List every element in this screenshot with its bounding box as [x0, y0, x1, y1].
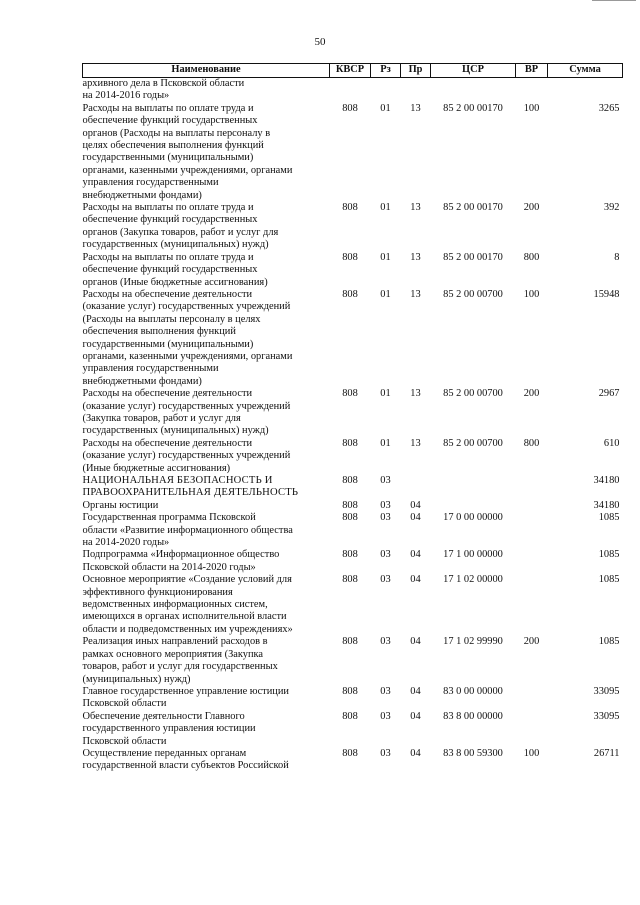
row-pr: 04	[410, 710, 421, 722]
row-name-line: органами, казенными учреждениями, органами	[82, 350, 293, 362]
row-name-line: государственными (муниципальными)	[82, 338, 254, 350]
row-rz: 01	[380, 102, 391, 114]
row-name-line: Реализация иных направлений расходов в	[82, 636, 268, 648]
row-sum: 1085	[598, 574, 620, 586]
row-pr: 13	[410, 202, 421, 214]
row-kvsr: 808	[342, 574, 358, 586]
row-name-line: управления государственными	[82, 177, 219, 189]
row-name	[83, 475, 330, 500]
row-kvsr: 808	[342, 549, 358, 561]
row-rz: 03	[380, 685, 391, 697]
row-pr: 04	[410, 747, 421, 759]
row-vr: 800	[523, 251, 540, 263]
row-pr: 13	[410, 388, 421, 400]
row-sum: 1085	[598, 636, 620, 648]
row-pr: 04	[410, 636, 421, 648]
row-csr	[431, 475, 516, 500]
row-name-line: органов (Закупка товаров, работ и услуг для	[82, 226, 279, 238]
row-kvsr: 808	[342, 437, 358, 449]
row-vr	[516, 500, 548, 512]
row-csr: 85 2 00 00700	[443, 388, 503, 400]
column-header-kvsr: КВСР	[330, 64, 371, 78]
row-rz: 03	[380, 549, 391, 561]
row-rz	[371, 78, 401, 103]
row-name-line: государственными (муниципальными)	[82, 152, 254, 164]
row-name	[83, 636, 330, 686]
table-row	[83, 686, 623, 711]
row-sum: 33095	[593, 710, 620, 722]
row-csr: 17 0 00 00000	[443, 512, 503, 524]
row-name-line: Расходы на обеспечение деятельности	[82, 288, 253, 300]
row-name	[83, 252, 330, 289]
row-vr: 200	[523, 202, 540, 214]
row-csr: 85 2 00 00170	[443, 251, 503, 263]
row-name	[83, 78, 330, 103]
table-row	[83, 711, 623, 748]
row-sum: 26711	[593, 747, 620, 759]
row-pr: 13	[410, 251, 421, 263]
budget-table	[82, 63, 623, 773]
row-rz: 03	[380, 499, 391, 511]
row-name-line: на 2014-2016 годы»	[82, 90, 170, 102]
row-vr	[516, 574, 548, 636]
row-name-line: (оказание услуг) государственных учреждений	[82, 301, 291, 313]
row-name-line: Псковской области	[82, 735, 167, 747]
row-name-line: органов (Иные бюджетные ассигнования)	[82, 276, 268, 288]
row-sum: 392	[603, 202, 620, 214]
row-pr: 04	[410, 512, 421, 524]
row-rz: 03	[380, 710, 391, 722]
row-name-line: Расходы на обеспечение деятельности	[82, 437, 253, 449]
row-rz: 03	[380, 747, 391, 759]
row-csr: 85 2 00 00170	[443, 202, 503, 214]
row-name-line: Осуществление переданных органам	[82, 747, 247, 759]
row-name-line: Главное государственное управление юстиции	[82, 685, 289, 697]
row-kvsr: 808	[342, 388, 358, 400]
row-name-line: Подпрограмма «Информационное общество	[82, 549, 280, 561]
row-rz: 01	[380, 388, 391, 400]
row-csr: 83 0 00 00000	[443, 685, 503, 697]
row-sum: 610	[603, 437, 620, 449]
row-name	[83, 438, 330, 475]
table-body	[83, 78, 623, 773]
page-number: 50	[314, 36, 326, 48]
row-name-line: области и подведомственных им учреждениях»	[82, 623, 293, 635]
page-edge-mark	[592, 0, 636, 3]
row-vr	[516, 512, 548, 549]
row-kvsr: 808	[342, 202, 358, 214]
row-pr: 04	[410, 685, 421, 697]
row-name	[83, 103, 330, 202]
row-sum: 33095	[593, 685, 620, 697]
row-sum: 3265	[598, 102, 620, 114]
row-name	[83, 202, 330, 252]
row-vr: 100	[523, 288, 540, 300]
row-vr: 800	[523, 437, 540, 449]
row-name-line: архивного дела в Псковской области	[82, 78, 245, 89]
row-name-line: (оказание услуг) государственных учреждений	[82, 400, 291, 412]
row-pr	[401, 78, 431, 103]
row-sum: 2967	[598, 388, 620, 400]
table-row	[83, 748, 623, 773]
row-name-line: (муниципальных) нужд)	[82, 673, 191, 685]
row-csr: 17 1 02 99990	[443, 636, 503, 648]
row-name-line: НАЦИОНАЛЬНАЯ БЕЗОПАСНОСТЬ И	[82, 475, 273, 486]
row-name	[83, 711, 330, 748]
row-name	[83, 500, 330, 512]
table-row	[83, 388, 623, 438]
row-pr: 13	[410, 288, 421, 300]
row-name-line: имеющихся в органах исполнительной власти	[82, 611, 287, 623]
row-kvsr: 808	[342, 747, 358, 759]
table-row	[83, 252, 623, 289]
row-sum: 1085	[598, 549, 620, 561]
row-pr: 04	[410, 499, 421, 511]
row-csr: 83 8 00 00000	[443, 710, 503, 722]
table-row	[83, 475, 623, 500]
row-sum: 34180	[593, 499, 620, 511]
table-row	[83, 289, 623, 388]
row-vr	[516, 78, 548, 103]
row-name-line: внебюджетными фондами)	[82, 189, 202, 201]
row-rz: 01	[380, 202, 391, 214]
table-row	[83, 78, 623, 103]
table-row	[83, 549, 623, 574]
row-name-line: (Закупка товаров, работ и услуг для	[82, 412, 241, 424]
row-rz: 03	[380, 574, 391, 586]
row-csr	[431, 500, 516, 512]
row-sum: 1085	[598, 512, 620, 524]
row-kvsr: 808	[342, 710, 358, 722]
row-name-line: государственных (муниципальных) нужд)	[82, 239, 269, 251]
row-name-line: обеспечение функций государственных	[82, 264, 258, 276]
row-pr: 04	[410, 574, 421, 586]
row-name-line: Расходы на выплаты по оплате труда и	[82, 202, 254, 214]
row-name-line: Основное мероприятие «Создание условий для	[82, 574, 292, 586]
row-rz: 01	[380, 288, 391, 300]
row-vr	[516, 549, 548, 574]
column-header-vr: ВР	[516, 64, 548, 78]
row-name	[83, 574, 330, 636]
row-sum: 15948	[593, 288, 620, 300]
row-rz: 01	[380, 251, 391, 263]
row-csr: 85 2 00 00700	[443, 288, 503, 300]
column-header-rz: Рз	[371, 64, 401, 78]
row-name-line: (оказание услуг) государственных учреждений	[82, 450, 291, 462]
column-header-pr: Пр	[401, 64, 431, 78]
row-name-line: Расходы на выплаты по оплате труда и	[82, 251, 254, 263]
row-vr: 100	[523, 747, 540, 759]
row-pr	[401, 475, 431, 500]
row-name-line: обеспечения выполнения функций	[82, 326, 236, 338]
row-pr: 13	[410, 102, 421, 114]
row-kvsr: 808	[342, 499, 358, 511]
table-row	[83, 202, 623, 252]
row-name-line: Псковской области на 2014-2020 годы»	[82, 561, 256, 573]
row-kvsr: 808	[342, 512, 358, 524]
row-vr: 200	[523, 388, 540, 400]
table-row	[83, 438, 623, 475]
row-name-line: ПРАВООХРАНИТЕЛЬНАЯ ДЕЯТЕЛЬНОСТЬ	[82, 487, 299, 499]
column-header-name: Наименование	[83, 64, 330, 78]
row-rz: 03	[380, 636, 391, 648]
row-kvsr: 808	[342, 102, 358, 114]
row-csr: 85 2 00 00170	[443, 102, 503, 114]
row-name-line: рамках основного мероприятия (Закупка	[82, 648, 264, 660]
row-rz: 03	[380, 512, 391, 524]
row-kvsr: 808	[342, 636, 358, 648]
table-row	[83, 512, 623, 549]
row-kvsr: 808	[342, 288, 358, 300]
row-csr: 83 8 00 59300	[443, 747, 503, 759]
row-kvsr: 808	[342, 251, 358, 263]
row-kvsr: 808	[342, 475, 358, 486]
row-name-line: обеспечение функций государственных	[82, 214, 258, 226]
row-name-line: Органы юстиции	[82, 499, 159, 511]
row-kvsr: 808	[342, 685, 358, 697]
row-csr: 17 1 00 00000	[443, 549, 503, 561]
row-name	[83, 512, 330, 549]
row-kvsr	[330, 78, 371, 103]
table-row	[83, 574, 623, 636]
row-name	[83, 549, 330, 574]
row-name-line: государственной власти субъектов Российской	[82, 760, 289, 772]
row-csr: 85 2 00 00700	[443, 437, 503, 449]
row-vr: 100	[523, 102, 540, 114]
row-name	[83, 686, 330, 711]
table-header-row	[83, 64, 623, 78]
row-vr	[516, 711, 548, 748]
row-name-line: управления государственными	[82, 363, 219, 375]
table-row	[83, 103, 623, 202]
row-name-line: государственных (муниципальных) нужд)	[82, 425, 269, 437]
row-name-line: (Расходы на выплаты персоналу в целях	[82, 313, 261, 325]
row-name-line: эффективного функционирования	[82, 586, 233, 598]
row-name-line: целях обеспечения выполнения функций	[82, 140, 264, 152]
table-row	[83, 500, 623, 512]
row-name-line: Расходы на обеспечение деятельности	[82, 388, 253, 400]
row-name-line: Государственная программа Псковской	[82, 512, 256, 524]
row-name	[83, 388, 330, 438]
row-vr: 200	[523, 636, 540, 648]
row-sum: 34180	[593, 475, 620, 486]
row-name-line: области «Развитие информационного общества	[82, 524, 293, 536]
row-name	[83, 748, 330, 773]
row-name-line: органов (Расходы на выплаты персоналу в	[82, 127, 271, 139]
row-csr: 17 1 02 00000	[443, 574, 503, 586]
row-name-line: государственного управления юстиции	[82, 723, 256, 735]
row-vr	[516, 686, 548, 711]
row-sum	[548, 78, 623, 103]
row-pr: 13	[410, 437, 421, 449]
row-name-line: обеспечение функций государственных	[82, 115, 258, 127]
row-name	[83, 289, 330, 388]
row-name-line: ведомственных информационных систем,	[82, 599, 268, 611]
column-header-csr: ЦСР	[431, 64, 516, 78]
row-name-line: органами, казенными учреждениями, органами	[82, 164, 293, 176]
row-rz: 01	[380, 437, 391, 449]
table-row	[83, 636, 623, 686]
column-header-sum: Сумма	[548, 64, 623, 78]
row-sum: 8	[614, 251, 620, 263]
row-name-line: товаров, работ и услуг для государственных	[82, 661, 278, 673]
row-name-line: Псковской области	[82, 698, 167, 710]
row-vr	[516, 475, 548, 500]
row-name-line: Обеспечение деятельности Главного	[82, 710, 245, 722]
row-pr: 04	[410, 549, 421, 561]
row-csr	[431, 78, 516, 103]
row-rz: 03	[380, 475, 391, 486]
row-name-line: на 2014-2020 годы»	[82, 537, 170, 549]
row-name-line: Расходы на выплаты по оплате труда и	[82, 102, 254, 114]
row-name-line: внебюджетными фондами)	[82, 375, 202, 387]
row-name-line: (Иные бюджетные ассигнования)	[82, 462, 231, 474]
